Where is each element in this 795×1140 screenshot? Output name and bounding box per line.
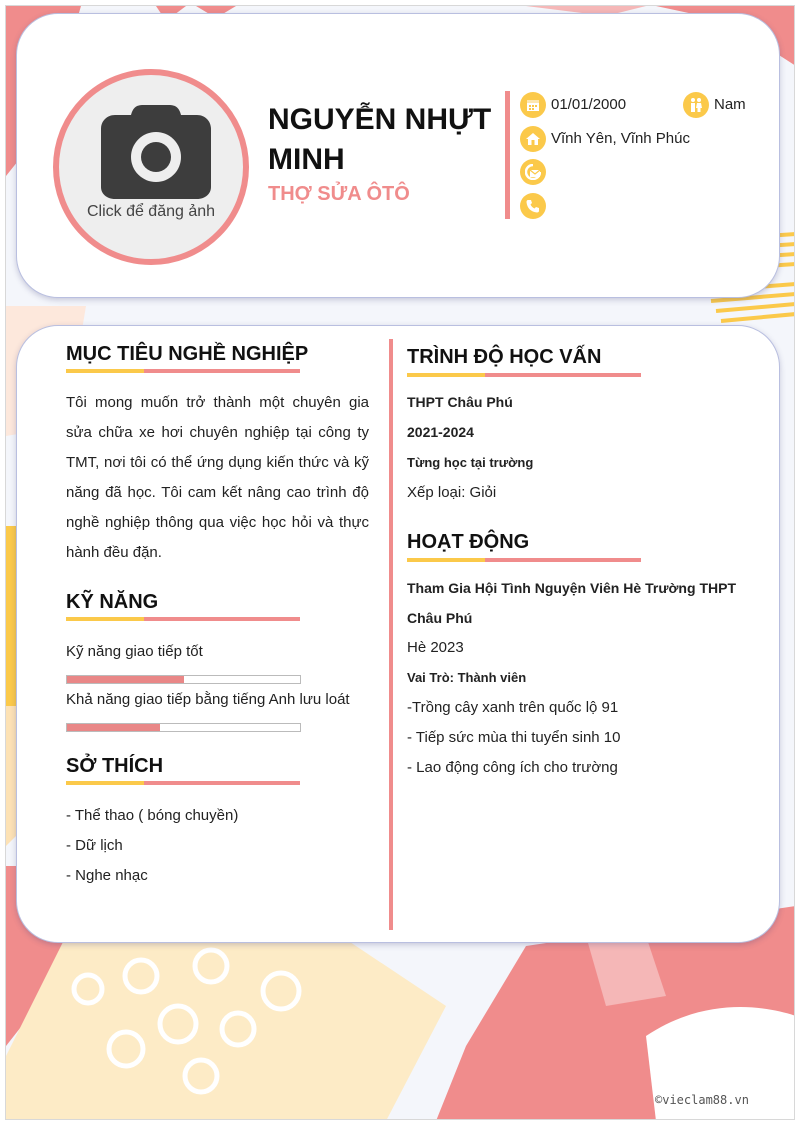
skill-level-bar: [66, 675, 301, 684]
activity-name: Tham Gia Hội Tình Nguyện Viên Hè Trường THPT Châu Phú: [407, 580, 736, 626]
email-icon[interactable]: [520, 159, 546, 185]
gender: Nam: [714, 96, 746, 113]
activity-item: -Trồng cây xanh trên quốc lộ 91: [407, 699, 619, 716]
activities-underline: [407, 558, 641, 562]
hobby-item: - Thể thao ( bóng chuyền): [66, 807, 239, 824]
education-period: 2021-2024: [407, 424, 474, 440]
education-grade: Xếp loại: Giỏi: [407, 484, 497, 501]
education-heading: TRÌNH ĐỘ HỌC VẤN: [407, 346, 602, 368]
job-title: THỢ SỬA ÔTÔ: [268, 183, 410, 205]
education-underline: [407, 373, 641, 377]
activity-item: - Tiếp sức mùa thi tuyển sinh 10: [407, 729, 621, 746]
calendar-icon: [520, 92, 546, 118]
hobby-item: - Dữ lịch: [66, 837, 123, 854]
candidate-name: NGUYỄN NHỰT MINH: [268, 103, 492, 176]
profile-photo[interactable]: [53, 69, 249, 265]
activity-role: Vai Trò: Thành viên: [407, 670, 527, 685]
phone-icon[interactable]: [520, 193, 546, 219]
activity-time: Hè 2023: [407, 639, 464, 656]
objective-heading: MỤC TIÊU NGHỀ NGHIỆP: [66, 343, 309, 365]
hobby-item: - Nghe nhạc: [66, 867, 148, 884]
skills-heading: KỸ NĂNG: [66, 591, 159, 613]
skill-label: Kỹ năng giao tiếp tốt: [66, 643, 203, 660]
column-divider: [389, 339, 393, 930]
skill-label: Khả năng giao tiếp bằng tiếng Anh lưu loát: [66, 691, 350, 708]
watermark: ©vieclam88.vn: [655, 1093, 749, 1107]
gender-icon: [683, 92, 709, 118]
objective-underline: [66, 369, 300, 373]
home-icon: [520, 126, 546, 152]
camera-icon: [101, 103, 211, 199]
birthday: 01/01/2000: [551, 96, 627, 113]
skill-level-bar: [66, 723, 301, 732]
activity-item: - Lao động công ích cho trường: [407, 759, 618, 776]
hobbies-heading: SỞ THÍCH: [66, 755, 164, 777]
address: Vĩnh Yên, Vĩnh Phúc: [551, 130, 690, 147]
activities-heading: HOẠT ĐỘNG: [407, 531, 530, 553]
skills-underline: [66, 617, 300, 621]
divider: [505, 91, 510, 219]
education-note: Từng học tại trường: [407, 455, 534, 470]
school-name: THPT Châu Phú: [407, 394, 513, 410]
objective-text: Tôi mong muốn trở thành một chuyên gia sửa chữa xe hơi chuyên nghiệp tại công ty TMT, nơi tôi có thể ứng dụng kiến thức và kỹ năng đã học. Tôi cam kết nâng cao trình độ nghề nghiệp thông qua việc học hỏi và thực hành đều đặn.: [66, 394, 369, 561]
photo-upload-caption: Click để đăng ảnh: [86, 203, 216, 220]
hobbies-underline: [66, 781, 300, 785]
